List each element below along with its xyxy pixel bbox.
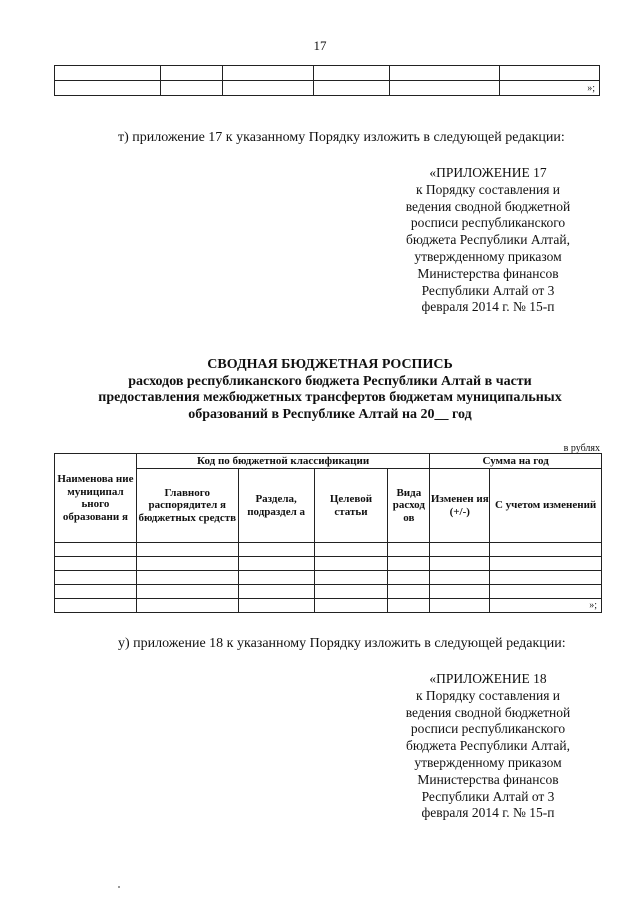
appendix-line: к Порядку составления и <box>415 687 561 703</box>
end-mark: »; <box>500 81 600 96</box>
title-line: образований в Республике Алтай на 20__ год <box>188 406 472 422</box>
title-line: СВОДНАЯ БЮДЖЕТНАЯ РОСПИСЬ <box>207 357 453 372</box>
table-row <box>55 571 602 585</box>
col-target: Целевой статьи <box>314 469 388 543</box>
appendix-heading: «ПРИЛОЖЕНИЕ 17 <box>429 165 547 180</box>
appendix-18-header <box>378 671 598 822</box>
table-row <box>55 66 600 81</box>
budget-table <box>54 453 602 613</box>
appendix-line: февраля 2014 г. № 15-п <box>421 805 555 821</box>
units-label: в рублях <box>563 443 600 454</box>
appendix-line: к Порядку составления и <box>415 181 561 197</box>
group-classification-code: Код по бюджетной классификации <box>136 454 429 469</box>
table-row <box>55 557 602 571</box>
appendix-line: Республики Алтай от 3 <box>421 282 555 298</box>
appendix-17-header <box>378 165 598 316</box>
appendix-line: Республики Алтай от 3 <box>421 788 555 804</box>
table-header-row <box>55 454 602 469</box>
appendix-line: Министерства финансов <box>417 771 559 787</box>
col-admin: Главного распорядител я бюджетных средств <box>136 469 238 543</box>
col-with-changes: С учетом изменений <box>490 469 602 543</box>
col-changes: Изменен ия (+/-) <box>430 469 490 543</box>
title-line: предоставления межбюджетных трансфертов бюджетам муниципальных <box>98 390 562 405</box>
col-expense-type: Вида расход ов <box>388 469 430 543</box>
appendix-line: утвержденному приказом <box>414 754 562 770</box>
table-row <box>55 585 602 599</box>
appendix-heading: «ПРИЛОЖЕНИЕ 18 <box>429 671 547 686</box>
end-mark: »; <box>490 599 602 613</box>
col-section: Раздела, подраздел а <box>238 469 314 543</box>
appendix-line: росписи республиканского <box>410 215 566 231</box>
appendix-line: бюджета Республики Алтай, <box>406 232 570 248</box>
appendix-line: Министерства финансов <box>417 265 559 281</box>
table-row <box>55 543 602 557</box>
appendix-line: утвержденному приказом <box>414 248 562 264</box>
appendix-line: февраля 2014 г. № 15-п <box>421 299 555 315</box>
paragraph-u: у) приложение 18 к указанному Порядку изложить в следующей редакции: <box>118 636 566 651</box>
previous-table-tail <box>54 65 600 96</box>
appendix-line: бюджета Республики Алтай, <box>406 738 570 754</box>
appendix-line: росписи республиканского <box>410 721 566 737</box>
table-header-row <box>55 469 602 543</box>
title-line: расходов республиканского бюджета Республики Алтай в части <box>128 373 532 389</box>
page-number: 17 <box>313 38 327 53</box>
paragraph-t: т) приложение 17 к указанному Порядку изложить в следующей редакции: <box>118 130 565 145</box>
scan-speck <box>118 886 120 888</box>
col-municipality: Наименова ние муниципал ьного образовани я <box>55 454 137 543</box>
table-row <box>55 599 602 613</box>
document-title <box>60 357 600 423</box>
appendix-line: ведения сводной бюджетной <box>405 198 571 214</box>
group-year-sum: Сумма на год <box>430 454 602 469</box>
appendix-line: ведения сводной бюджетной <box>405 704 571 720</box>
table-row <box>55 81 600 96</box>
